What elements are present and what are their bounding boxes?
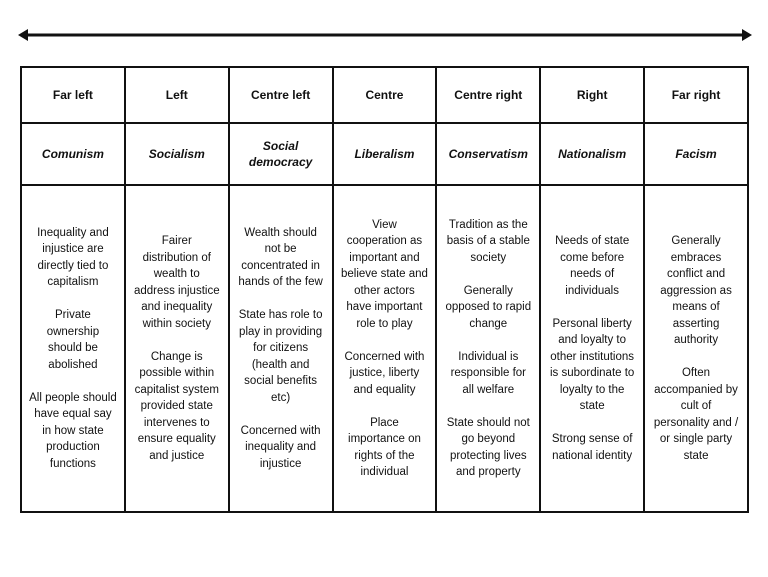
left-arrowhead-icon	[18, 29, 28, 41]
position-header: Left	[125, 67, 229, 123]
description-text: Generally opposed to rapid change	[445, 284, 532, 330]
description-text: Individual is responsible for all welfare	[450, 350, 527, 396]
description-text: Strong sense of national identity	[551, 433, 633, 462]
description-text: Concerned with inequality and injustice	[240, 424, 321, 470]
description-text: Wealth should not be concentrated in hands of the few	[238, 226, 323, 289]
ideology-cell: Social democracy	[229, 123, 333, 185]
political-spectrum-table	[20, 66, 749, 513]
position-header: Far right	[644, 67, 748, 123]
ideology-cell: Liberalism	[333, 123, 437, 185]
description-cell	[644, 185, 748, 512]
description-cell	[21, 185, 125, 512]
position-header-row	[21, 67, 748, 123]
ideology-cell: Nationalism	[540, 123, 644, 185]
description-row	[21, 185, 748, 512]
ideology-cell: Facism	[644, 123, 748, 185]
position-header: Centre left	[229, 67, 333, 123]
description-text: State has role to play in providing for citizens (health and social benefits etc)	[238, 309, 323, 404]
description-text: Change is possible within capitalist system provided state intervenes to ensure equality and justice	[134, 350, 219, 462]
description-text: Fairer distribution of wealth to address injustice and inequality within society	[133, 235, 220, 330]
description-cell	[229, 185, 333, 512]
description-cell	[333, 185, 437, 512]
political-spectrum-arrow	[18, 28, 752, 42]
description-text: All people should have equal say in how state production functions	[29, 391, 117, 470]
description-text: Concerned with justice, liberty and equality	[344, 350, 425, 396]
description-text: Place importance on rights of the individual	[348, 416, 421, 478]
description-text: Inequality and injustice are directly tied to capitalism	[37, 226, 109, 289]
right-arrowhead-icon	[742, 29, 752, 41]
description-text: Often accompanied by cult of personality and / or single party state	[653, 367, 739, 462]
position-header: Centre right	[436, 67, 540, 123]
position-header: Right	[540, 67, 644, 123]
description-cell	[540, 185, 644, 512]
description-text: Needs of state come before needs of individuals	[555, 235, 630, 297]
description-cell	[436, 185, 540, 512]
description-text: State should not go beyond protecting lives and property	[446, 416, 530, 478]
description-cell	[125, 185, 229, 512]
ideology-row	[21, 123, 748, 185]
description-text: Generally embraces conflict and aggression as means of asserting authority	[660, 235, 732, 346]
description-text: View cooperation as important and believe state and other actors have important role to play	[340, 218, 428, 330]
ideology-cell: Comunism	[21, 123, 125, 185]
position-header: Centre	[333, 67, 437, 123]
ideology-cell: Socialism	[125, 123, 229, 185]
description-text: Tradition as the basis of a stable society	[446, 218, 530, 264]
description-text: Personal liberty and loyalty to other institutions is subordinate to loyalty to the state	[549, 317, 635, 412]
ideology-cell: Conservatism	[436, 123, 540, 185]
description-text: Private ownership should be abolished	[46, 309, 100, 371]
position-header: Far left	[21, 67, 125, 123]
